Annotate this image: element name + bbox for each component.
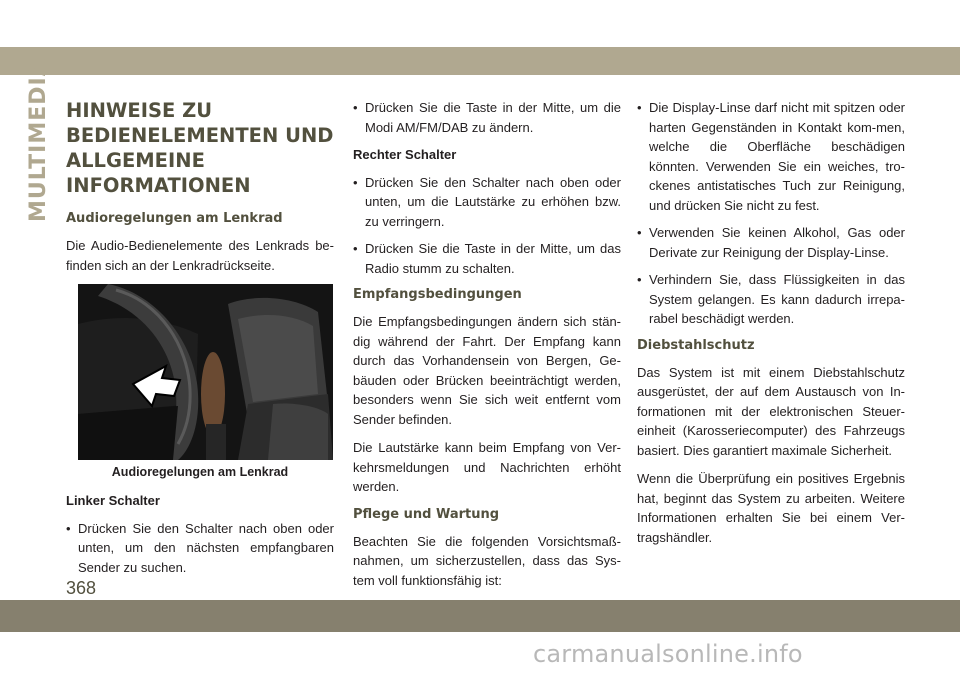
page-title: HINWEISE ZU BEDIENELEMENTEN UND ALLGEMEINE INFORMATIONEN [66,99,334,197]
watermark-text: carmanualsonline.info [533,640,803,668]
steering-wheel-illustration [78,284,333,460]
header-band [0,47,960,75]
paragraph-care: Beachten Sie die folgenden Vorsichtsmaß-nahmen, um sicherzustellen, dass das Sys-tem voll funktionsfähig ist: [353,533,621,588]
list-item: • Drücken Sie den Schalter nach oben oder unten, um den nächsten empfangbaren Sender zu suchen. [66,519,334,578]
figure-caption: Audioregelungen am Lenkrad [111,465,289,479]
list-item: • Verwenden Sie keinen Alkohol, Gas oder Derivate zur Reinigung der Display-Linse. [637,223,905,262]
heading-audio-controls: Audioregelungen am Lenkrad [66,211,283,226]
label-left-switch: Linker Schalter [66,493,160,508]
paragraph-theft-1: Das System ist mit einem Diebstahlschutz ausgerüstet, der auf dem Austausch von In-formationen mit der elektronischen Steuer-einheit (Karosseriecomputer) des Fahrzeugs basiert. Dies garantiert maximale Sicherheit. [637,364,905,458]
column-3 [637,98,905,556]
paragraph-reception-1: Die Empfangsbedingungen ändern sich stän-dig während der Fahrt. Der Empfang kann durch das Vorhandensein von Bergen, Ge-bäuden oder Brücken beeinträchtigt werden, besonders wenn Sie sich weit entfernt vom Sender befinden. [353,314,621,427]
steering-wheel-photo [78,284,333,460]
list-item: • Die Display-Linse darf nicht mit spitzen oder harten Gegenständen in Kontakt kom-men, welche die Oberfläche beschädigen könnten. Verwenden Sie ein weiches, tro-ckenes antistatisches Tuch zur Reinigung, und drücken Sie nicht zu fest. [637,98,905,215]
list-right-switch [353,173,621,279]
page-number: 368 [66,578,97,598]
label-right-switch: Rechter Schalter [353,147,457,162]
list-care [637,98,905,329]
list-left-switch-continued [353,98,621,137]
list-left-switch [66,519,334,578]
list-item: • Drücken Sie die Taste in der Mitte, um die Modi AM/FM/DAB zu ändern. [353,98,621,137]
paragraph-theft-2: Wenn die Überprüfung ein positives Ergebnis hat, beginnt das System zu arbeiten. Weitere Informationen erhalten Sie bei einem Ver-tragshändler. [637,471,905,545]
column-2 [353,98,621,599]
heading-theft-protection: Diebstahlschutz [637,337,755,353]
list-item: • Drücken Sie den Schalter nach oben oder unten, um die Lautstärke zu erhöhen bzw. zu verringern. [353,173,621,232]
footer-band [0,600,960,632]
section-side-tab: MULTIMEDIA [26,58,51,222]
paragraph-reception-2: Die Lautstärke kann beim Empfang von Ver-kehrsmeldungen und Nachrichten erhöht werden. [353,440,621,494]
paragraph-audio-intro: Die Audio-Bedienelemente des Lenkrads be-finden sich an der Lenkradrückseite. [66,238,334,273]
list-item: • Drücken Sie die Taste in der Mitte, um das Radio stumm zu schalten. [353,239,621,278]
column-1 [66,98,334,585]
list-item: • Verhindern Sie, dass Flüssigkeiten in das System gelangen. Es kann dadurch irrepa-rabel beschädigt werden. [637,270,905,329]
heading-reception: Empfangsbedingungen [353,287,522,302]
heading-care: Pflege und Wartung [353,506,500,522]
